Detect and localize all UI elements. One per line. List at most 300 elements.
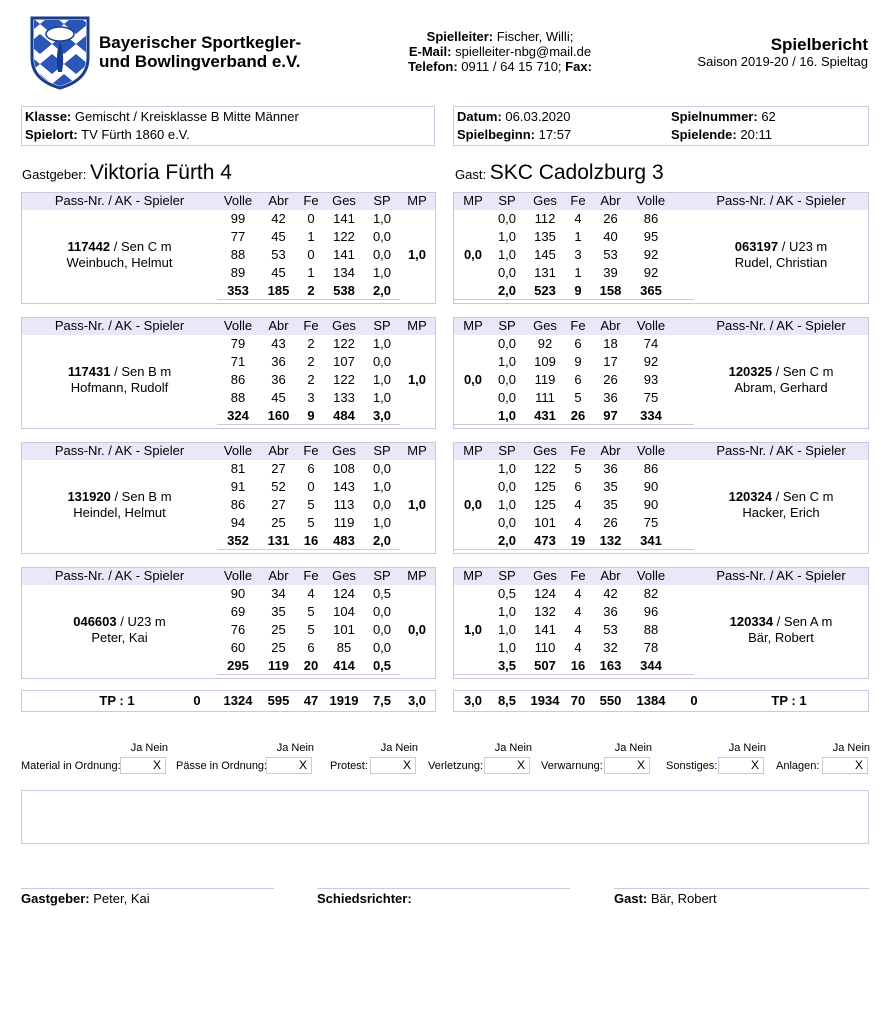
home-total-ges: 1919	[329, 693, 359, 708]
guest-game-cell: 6	[574, 336, 582, 351]
home-total-separator	[217, 674, 400, 675]
home-game-cell: 122	[333, 336, 355, 351]
guest-total-cell: 2,0	[497, 283, 517, 298]
guest-total-zero: 0	[690, 693, 698, 708]
guest-player-mp: 0,0	[463, 497, 483, 512]
home-tp: TP : 1	[99, 693, 135, 708]
guest-game-cell: 92	[537, 336, 553, 351]
home-game-cell: 35	[271, 604, 286, 619]
home-total-cell: 414	[333, 658, 355, 673]
organization-name	[99, 33, 301, 71]
home-game-cell: 2	[307, 336, 315, 351]
leiter-label: Spielleiter:	[426, 29, 494, 44]
guest-header-abr: Abr	[600, 193, 621, 208]
home-game-cell: 119	[333, 515, 355, 530]
home-team-label: Gastgeber:	[22, 167, 87, 182]
guest-total-separator	[454, 424, 694, 425]
guest-player-name: Hacker, Erich	[742, 505, 820, 520]
home-game-cell: 89	[230, 265, 246, 280]
home-game-cell: 122	[333, 229, 355, 244]
guest-total-cell: 1,0	[497, 408, 517, 423]
klasse-value: Gemischt / Kreisklasse B Mitte Männer	[74, 109, 299, 124]
guest-game-cell: 93	[643, 372, 659, 387]
home-game-cell: 107	[333, 354, 355, 369]
check-ja-nein-header: Ja Nein	[614, 742, 652, 754]
home-totals	[21, 690, 436, 712]
guest-game-cell: 39	[603, 265, 618, 280]
guest-total-cell: 344	[640, 658, 662, 673]
guest-game-cell: 0,0	[497, 479, 517, 494]
guest-header-volle: Volle	[636, 568, 666, 583]
home-game-cell: 0,5	[372, 586, 392, 601]
home-game-cell: 3	[307, 390, 315, 405]
guest-game-cell: 9	[574, 354, 582, 369]
check-box[interactable]: X	[718, 757, 764, 774]
guest-game-cell: 0,0	[497, 336, 517, 351]
datum-value: 06.03.2020	[505, 109, 571, 124]
guest-game-cell: 145	[534, 247, 556, 262]
guest-game-cell: 4	[574, 211, 582, 226]
home-total-cell: 3,0	[372, 408, 392, 423]
home-game-cell: 0,0	[372, 622, 392, 637]
home-header-sp: SP	[373, 318, 391, 333]
home-game-cell: 0,0	[372, 461, 392, 476]
guest-player-mp: 1,0	[463, 622, 483, 637]
guest-game-cell: 74	[643, 336, 659, 351]
home-game-cell: 34	[271, 586, 286, 601]
datum-label: Datum:	[457, 109, 502, 124]
check-box[interactable]: X	[370, 757, 416, 774]
guest-player-pass-line	[696, 364, 866, 380]
guest-game-cell: 42	[603, 586, 618, 601]
phone-label: Telefon:	[408, 59, 458, 74]
home-header-volle: Volle	[223, 443, 253, 458]
guest-header-sp: SP	[498, 568, 516, 583]
home-total-sp: 7,5	[372, 693, 392, 708]
home-game-cell: 27	[271, 461, 286, 476]
home-player-info	[22, 489, 217, 521]
home-total-separator	[217, 299, 400, 300]
guest-game-cell: 135	[534, 229, 556, 244]
guest-game-cell: 112	[534, 211, 556, 226]
guest-game-cell: 18	[603, 336, 618, 351]
home-player-ak: / U23 m	[116, 614, 166, 629]
guest-player-pass-line	[696, 614, 866, 630]
guest-game-cell: 26	[603, 372, 618, 387]
home-game-cell: 99	[230, 211, 246, 226]
guest-game-cell: 122	[534, 461, 556, 476]
home-total-cell: 9	[307, 408, 315, 423]
guest-game-cell: 1,0	[497, 604, 517, 619]
guest-player-info	[696, 239, 866, 271]
guest-total-volle: 1384	[636, 693, 666, 708]
home-total-cell: 0,5	[372, 658, 392, 673]
klasse-label: Klasse:	[25, 109, 72, 124]
home-game-cell: 122	[333, 372, 355, 387]
check-box[interactable]: X	[484, 757, 530, 774]
guest-game-cell: 96	[643, 604, 659, 619]
signature-guest-label: Gast:	[614, 891, 648, 906]
guest-total-cell: 132	[599, 533, 622, 548]
guest-total-cell: 16	[570, 658, 586, 673]
guest-player-pass-line	[696, 239, 866, 255]
home-header-mp: MP	[407, 193, 427, 208]
home-total-cell: 2,0	[372, 283, 392, 298]
home-player-ak: / Sen C m	[110, 239, 172, 254]
guest-game-cell: 119	[534, 372, 556, 387]
home-total-cell: 353	[227, 283, 249, 298]
guest-game-cell: 1	[574, 229, 582, 244]
guest-header-abr: Abr	[600, 568, 621, 583]
check-box[interactable]: X	[604, 757, 650, 774]
guest-game-cell: 5	[574, 390, 582, 405]
guest-player-pass-line	[696, 489, 866, 505]
guest-total-cell: 97	[603, 408, 618, 423]
guest-game-cell: 6	[574, 372, 582, 387]
guest-game-cell: 1	[574, 265, 582, 280]
check-label: Sonstiges:	[666, 760, 718, 772]
guest-total-abr: 550	[599, 693, 622, 708]
check-ja-nein-header: Ja Nein	[130, 742, 168, 754]
guest-total-cell: 163	[599, 658, 622, 673]
home-game-cell: 1,0	[372, 372, 392, 387]
remarks-box[interactable]	[21, 790, 869, 844]
home-game-cell: 0,0	[372, 604, 392, 619]
nummer-value: 62	[761, 109, 776, 124]
home-game-cell: 79	[230, 336, 246, 351]
guest-game-cell: 6	[574, 479, 582, 494]
home-total-cell: 295	[227, 658, 249, 673]
guest-team-label: Gast:	[455, 167, 487, 182]
home-player-block	[21, 317, 436, 429]
home-game-cell: 88	[230, 390, 246, 405]
home-player-pass-line	[22, 364, 217, 380]
guest-game-cell: 4	[574, 604, 582, 619]
guest-game-cell: 1,0	[497, 640, 517, 655]
org-line-2: und Bowlingverband e.V.	[99, 52, 301, 71]
home-player-info	[22, 239, 217, 271]
guest-player-ak: / Sen C m	[771, 489, 834, 504]
home-header-ges: Ges	[332, 318, 356, 333]
home-team-name: Viktoria Fürth 4	[89, 161, 232, 184]
home-game-cell: 1,0	[372, 515, 392, 530]
org-line-1: Bayerischer Sportkegler-	[99, 33, 302, 52]
beginn-value: 17:57	[538, 127, 572, 142]
guest-game-cell: 26	[603, 515, 618, 530]
guest-tp: TP : 1	[771, 693, 807, 708]
home-header-abr: Abr	[268, 443, 289, 458]
guest-game-cell: 141	[534, 622, 556, 637]
guest-header-mp: MP	[463, 193, 483, 208]
check-ja-nein-header: Ja Nein	[380, 742, 418, 754]
home-game-cell: 25	[271, 640, 286, 655]
home-header-player: Pass-Nr. / AK - Spieler	[54, 568, 185, 583]
guest-game-cell: 109	[534, 354, 556, 369]
guest-header-mp: MP	[463, 318, 483, 333]
guest-game-cell: 35	[603, 479, 618, 494]
guest-game-cell: 5	[574, 461, 582, 476]
home-game-cell: 6	[307, 461, 315, 476]
home-player-name: Heindel, Helmut	[73, 505, 166, 520]
guest-total-separator	[454, 674, 694, 675]
guest-player-mp: 0,0	[463, 247, 483, 262]
home-game-cell: 1,0	[372, 390, 392, 405]
guest-header-abr: Abr	[600, 443, 621, 458]
guest-game-cell: 17	[603, 354, 618, 369]
guest-player-block	[453, 442, 869, 554]
guest-game-cell: 92	[643, 354, 659, 369]
guest-total-mp: 3,0	[463, 693, 483, 708]
home-game-cell: 143	[333, 479, 355, 494]
guest-game-cell: 36	[603, 461, 618, 476]
guest-team-name: SKC Cadolzburg 3	[489, 161, 664, 184]
guest-header-player: Pass-Nr. / AK - Spieler	[716, 443, 846, 458]
home-player-block	[21, 442, 436, 554]
home-game-cell: 85	[336, 640, 352, 655]
phone-value: 0911 / 64 15 710;	[461, 59, 562, 74]
guest-total-cell: 473	[534, 533, 556, 548]
guest-player-name: Abram, Gerhard	[734, 380, 828, 395]
guest-total-cell: 158	[599, 283, 622, 298]
signature-referee-label: Schiedsrichter:	[317, 891, 412, 906]
guest-game-cell: 35	[603, 497, 618, 512]
check-ja-nein-header: Ja Nein	[832, 742, 870, 754]
guest-game-cell: 0,5	[497, 586, 517, 601]
guest-game-cell: 92	[643, 265, 659, 280]
guest-header-player: Pass-Nr. / AK - Spieler	[716, 568, 846, 583]
signature-home-name: Peter, Kai	[93, 891, 150, 906]
guest-game-cell: 53	[603, 622, 618, 637]
home-header-sp: SP	[373, 193, 391, 208]
guest-player-mp: 0,0	[463, 372, 483, 387]
guest-total-cell: 334	[640, 408, 662, 423]
guest-player-ak: / Sen A m	[773, 614, 833, 629]
match-info-left	[21, 106, 435, 146]
guest-game-cell: 86	[643, 211, 659, 226]
home-game-cell: 108	[333, 461, 355, 476]
home-game-cell: 101	[333, 622, 355, 637]
guest-total-separator	[454, 299, 694, 300]
guest-game-cell: 0,0	[497, 390, 517, 405]
home-game-cell: 69	[230, 604, 246, 619]
home-game-cell: 52	[271, 479, 286, 494]
home-game-cell: 141	[333, 247, 355, 262]
guest-header-player: Pass-Nr. / AK - Spieler	[716, 193, 846, 208]
guest-total-cell: 9	[574, 283, 582, 298]
home-total-cell: 484	[333, 408, 355, 423]
check-ja-nein-header: Ja Nein	[494, 742, 532, 754]
guest-header-fe: Fe	[570, 193, 586, 208]
report-title: Spielbericht	[770, 35, 868, 54]
check-box[interactable]: X	[120, 757, 166, 774]
email-label: E-Mail:	[408, 44, 452, 59]
guest-game-cell: 92	[643, 247, 659, 262]
guest-game-cell: 86	[643, 461, 659, 476]
home-player-info	[22, 614, 217, 646]
guest-game-cell: 82	[643, 586, 659, 601]
home-game-cell: 76	[230, 622, 246, 637]
home-player-pass: 046603	[73, 614, 117, 629]
home-header-sp: SP	[373, 443, 391, 458]
guest-game-cell: 4	[574, 640, 582, 655]
home-header-ges: Ges	[332, 193, 356, 208]
home-game-cell: 43	[271, 336, 286, 351]
check-box[interactable]: X	[822, 757, 868, 774]
home-player-ak: / Sen B m	[110, 364, 172, 379]
home-game-cell: 53	[271, 247, 286, 262]
home-game-cell: 4	[307, 586, 315, 601]
home-game-cell: 94	[230, 515, 246, 530]
guest-header-fe: Fe	[570, 318, 586, 333]
guest-player-block	[453, 317, 869, 429]
guest-total-cell: 431	[534, 408, 556, 423]
home-game-cell: 86	[230, 372, 246, 387]
home-game-cell: 0,0	[372, 640, 392, 655]
check-label: Material in Ordnung:	[21, 760, 121, 772]
guest-game-cell: 111	[535, 390, 555, 405]
home-total-cell: 483	[333, 533, 355, 548]
leiter-value: Fischer, Willi;	[496, 29, 574, 44]
home-game-cell: 141	[333, 211, 355, 226]
home-game-cell: 133	[333, 390, 355, 405]
guest-header-ges: Ges	[533, 318, 557, 333]
contact-info	[350, 29, 650, 74]
home-game-cell: 1,0	[372, 336, 392, 351]
home-game-cell: 0,0	[372, 247, 392, 262]
home-game-cell: 5	[307, 604, 315, 619]
home-game-cell: 5	[307, 622, 315, 637]
guest-game-cell: 95	[643, 229, 659, 244]
home-game-cell: 77	[230, 229, 246, 244]
guest-game-cell: 125	[534, 479, 556, 494]
spielort-label: Spielort:	[25, 127, 78, 142]
nummer-label: Spielnummer:	[671, 109, 758, 124]
guest-player-info	[696, 364, 866, 396]
home-header-volle: Volle	[223, 568, 253, 583]
guest-header-fe: Fe	[570, 568, 586, 583]
guest-game-cell: 1,0	[497, 461, 517, 476]
bskv-logo	[28, 14, 92, 90]
guest-header-mp: MP	[463, 568, 483, 583]
guest-game-cell: 75	[643, 390, 659, 405]
guest-header-volle: Volle	[636, 193, 666, 208]
home-game-cell: 91	[230, 479, 246, 494]
guest-game-cell: 0,0	[497, 515, 517, 530]
home-player-mp: 1,0	[407, 247, 427, 262]
check-label: Anlagen:	[776, 760, 820, 772]
check-label: Verletzung:	[428, 760, 484, 772]
home-player-mp: 1,0	[407, 372, 427, 387]
home-total-fe: 47	[303, 693, 319, 708]
home-total-separator	[217, 549, 400, 550]
signature-referee	[317, 888, 570, 906]
home-game-cell: 0,0	[372, 354, 392, 369]
home-player-ak: / Sen B m	[110, 489, 172, 504]
check-ja-nein-header: Ja Nein	[728, 742, 766, 754]
guest-team	[455, 161, 664, 185]
home-header-player: Pass-Nr. / AK - Spieler	[54, 318, 185, 333]
guest-player-name: Bär, Robert	[748, 630, 814, 645]
home-player-mp: 1,0	[407, 497, 427, 512]
guest-game-cell: 4	[574, 497, 582, 512]
home-total-cell: 160	[267, 408, 290, 423]
home-player-pass-line	[22, 614, 217, 630]
home-total-cell: 324	[227, 408, 249, 423]
home-game-cell: 124	[333, 586, 355, 601]
check-box[interactable]: X	[266, 757, 312, 774]
guest-total-cell: 523	[534, 283, 556, 298]
home-game-cell: 25	[271, 515, 286, 530]
guest-game-cell: 3	[574, 247, 582, 262]
home-game-cell: 1	[307, 229, 315, 244]
home-player-pass: 117431	[67, 364, 111, 379]
home-player-name: Weinbuch, Helmut	[66, 255, 173, 270]
match-info-right	[453, 106, 869, 146]
home-header-volle: Volle	[223, 318, 253, 333]
signature-home	[21, 888, 274, 906]
guest-header-ges: Ges	[533, 443, 557, 458]
report-subtitle: Saison 2019-20 / 16. Spieltag	[697, 54, 868, 69]
guest-header-fe: Fe	[570, 443, 586, 458]
guest-total-fe: 70	[570, 693, 586, 708]
home-total-cell: 352	[227, 533, 249, 548]
home-game-cell: 0	[307, 247, 315, 262]
home-player-pass: 117442	[67, 239, 111, 254]
guest-game-cell: 0,0	[497, 265, 517, 280]
guest-game-cell: 110	[534, 640, 556, 655]
guest-game-cell: 132	[534, 604, 556, 619]
guest-total-cell: 2,0	[497, 533, 517, 548]
home-game-cell: 88	[230, 247, 246, 262]
guest-player-block	[453, 567, 869, 679]
home-total-cell: 2,0	[372, 533, 392, 548]
home-game-cell: 5	[307, 515, 315, 530]
home-game-cell: 5	[307, 497, 315, 512]
signature-guest	[614, 888, 869, 906]
guest-header-sp: SP	[498, 443, 516, 458]
home-game-cell: 45	[271, 265, 286, 280]
guest-game-cell: 53	[603, 247, 618, 262]
home-game-cell: 90	[230, 586, 246, 601]
guest-header-abr: Abr	[600, 318, 621, 333]
guest-game-cell: 1,0	[497, 354, 517, 369]
home-header-sp: SP	[373, 568, 391, 583]
home-total-mp: 3,0	[407, 693, 427, 708]
guest-total-separator	[454, 549, 694, 550]
guest-player-ak: / U23 m	[778, 239, 828, 254]
guest-game-cell: 90	[643, 479, 659, 494]
guest-game-cell: 26	[603, 211, 618, 226]
guest-game-cell: 78	[643, 640, 659, 655]
home-header-abr: Abr	[268, 318, 289, 333]
check-label: Protest:	[330, 760, 368, 772]
guest-total-cell: 365	[640, 283, 662, 298]
check-label: Pässe in Ordnung:	[176, 760, 268, 772]
guest-game-cell: 88	[643, 622, 659, 637]
home-game-cell: 1,0	[372, 211, 392, 226]
guest-total-cell: 26	[570, 408, 586, 423]
home-game-cell: 45	[271, 390, 286, 405]
home-header-player: Pass-Nr. / AK - Spieler	[54, 443, 185, 458]
home-player-pass: 131920	[67, 489, 111, 504]
guest-header-player: Pass-Nr. / AK - Spieler	[716, 318, 846, 333]
home-total-zero: 0	[193, 693, 201, 708]
guest-player-ak: / Sen C m	[771, 364, 834, 379]
guest-game-cell: 1,0	[497, 229, 517, 244]
guest-player-block	[453, 192, 869, 304]
home-player-block	[21, 567, 436, 679]
guest-game-cell: 4	[574, 515, 582, 530]
